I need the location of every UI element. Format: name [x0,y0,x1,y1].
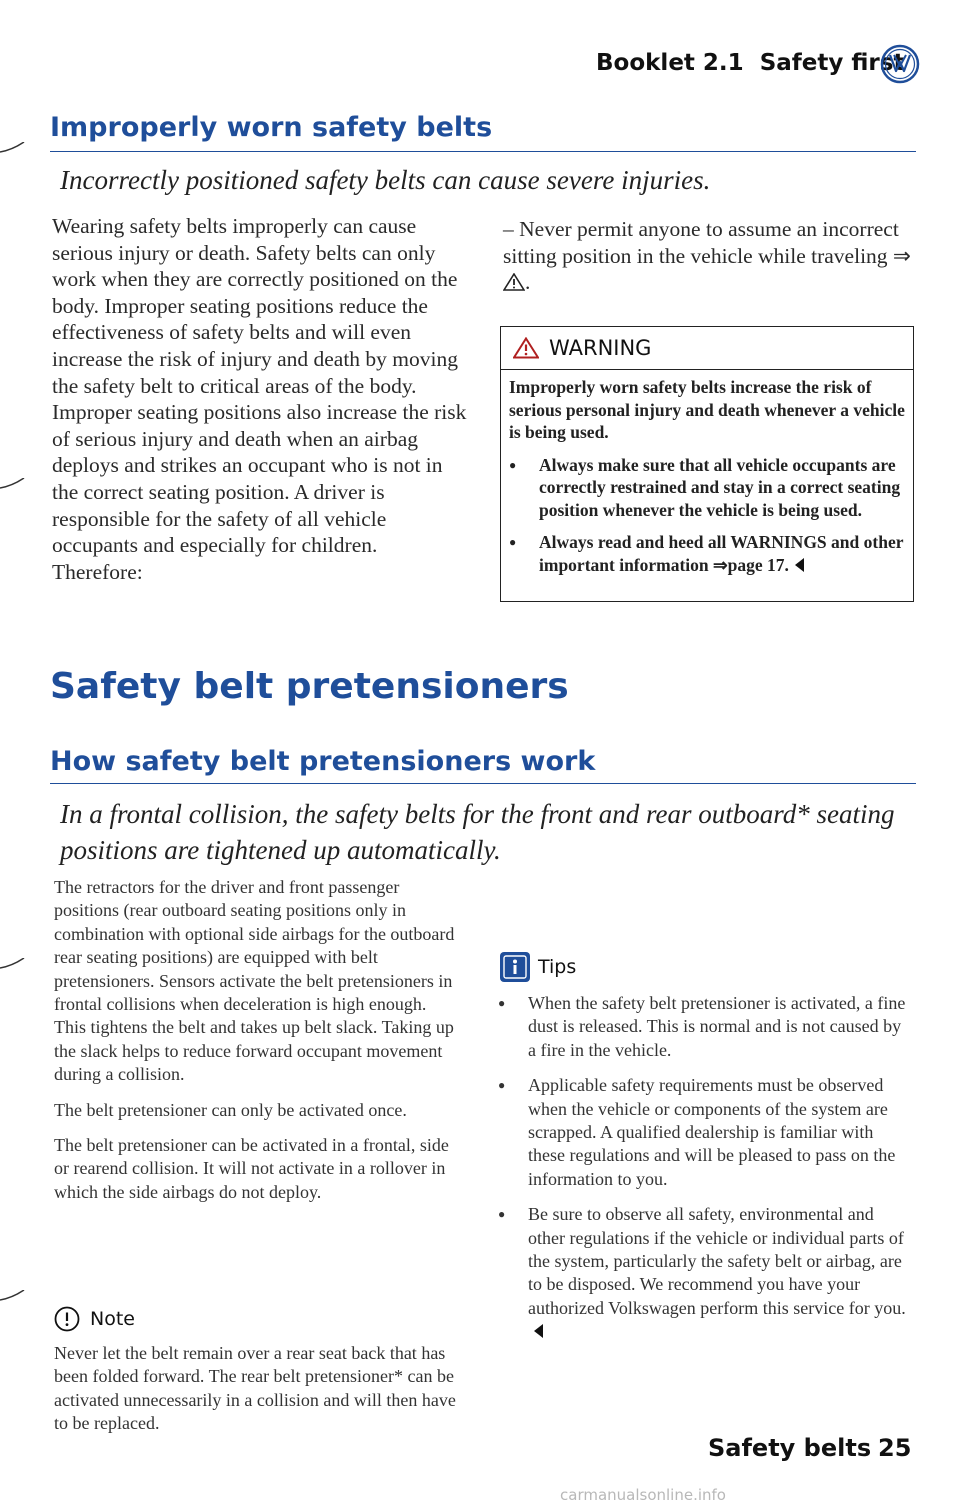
lead-text-improperly-worn: Incorrectly positioned safety belts can cause severe injuries. [60,165,711,195]
booklet-label: Booklet 2.1 [596,50,744,76]
big-title-pretensioners: Safety belt pretensioners [50,666,569,707]
warning-triangle-icon [503,273,525,291]
tips-title: Tips [538,956,577,978]
pretensioner-paragraph: The retractors for the driver and front passenger positions (rear outboard seating positions only in combination with optional side airbags for the outboard rear seating positions) are equipped with belt pretensioners. Sensors activate the belt pretensioners in frontal collisions when deceleration is high enough. This tightens the belt and takes up belt slack. Taking up the slack helps to reduce forward occupant movement during a collision. [54,877,455,1085]
warning-title: WARNING [549,336,652,360]
lead-text-pretensioners: In a frontal collision, the safety belts for the front and rear outboard* seating positions are tightened up automatically. [60,799,895,865]
section-title-improperly-worn: Improperly worn safety belts [50,112,493,143]
pretensioner-paragraph: The belt pretensioner can only be activated once. [54,1099,407,1120]
tips-header [500,952,576,982]
list-item-sitting-position: – Never permit anyone to assume an incorrect sitting position in the vehicle while traveling ⇒. [503,217,911,295]
note-text: Never let the belt remain over a rear seat back that has been folded forward. The rear belt pretensioner* can be activated unnecessarily in a collision and will then have to be replaced. [54,1343,456,1434]
warning-body [501,370,913,576]
page-number: 25 [878,1434,912,1462]
warning-bullet: ● Always make sure that all vehicle occupants are correctly restrained and stay in a correct seating position whenever the vehicle is being used. [509,454,905,522]
warning-intro: Improperly worn safety belts increase the risk of serious personal injury and death whenever a vehicle is being used. [509,377,905,442]
vw-logo-icon [880,44,920,84]
body-text-improperly-worn: Wearing safety belts improperly can cause serious injury or death. Safety belts can only work when they are correctly positioned on the body. Improper seating positions reduce the effectiveness of safety belts and will even increase the risk of injury and death by moving the safety belt to critical areas of the body. Improper seating positions also increase the risk of serious injury and death when an airbag deploys and strikes an occupant who is not in the correct seating position. A driver is responsible for the safety of all vehicle occupants and especially for children. Therefore: [52,214,467,584]
tips-bullet: ● Be sure to observe all safety, environmental and other regulations if the vehicle or individual parts of the system, particularly the safety belt or airbag, are to be disposed. We recommend you have your authorized Volkswagen perform this service for you. [498,1203,910,1343]
page-edge-mark [0,478,26,490]
section-rule [50,151,916,152]
warning-bullet: ● Always read and heed all WARNINGS and other important information ⇒page 17. [509,531,905,576]
page-edge-mark [0,142,26,154]
pretensioner-paragraph: The belt pretensioner can be activated in a frontal, side or rearend collision. It will not activate in a rollover in which the side airbags do not deploy. [54,1135,449,1202]
warning-triangle-icon [513,337,539,359]
page-edge-mark [0,1290,26,1302]
section-title-how-pretensioners-work: How safety belt pretensioners work [50,746,596,777]
tips-list [498,992,910,1356]
watermark-text: carmanualsonline.info [560,1486,726,1504]
end-marker-icon [795,558,804,572]
tips-bullet: ● Applicable safety requirements must be observed when the vehicle or components of the system are scrapped. A qualified dealership is familiar with these regulations and will be pleased to pass on the information to you. [498,1074,910,1191]
running-header [596,50,904,76]
note-title: Note [90,1308,135,1330]
warning-box [500,326,914,602]
page-edge-mark [0,958,26,970]
note-header [54,1306,135,1332]
end-marker-icon [534,1324,543,1338]
section-rule [50,783,916,784]
warning-header [501,327,913,370]
tips-info-icon [500,952,530,982]
section-label: Safety first [759,50,905,76]
tips-bullet: ● When the safety belt pretensioner is activated, a fine dust is released. This is normal and is not caused by a fire in the vehicle. [498,992,910,1062]
footer-chapter: Safety belts [708,1434,872,1462]
note-circle-icon [54,1306,80,1332]
pretensioner-body-column [54,876,462,1216]
